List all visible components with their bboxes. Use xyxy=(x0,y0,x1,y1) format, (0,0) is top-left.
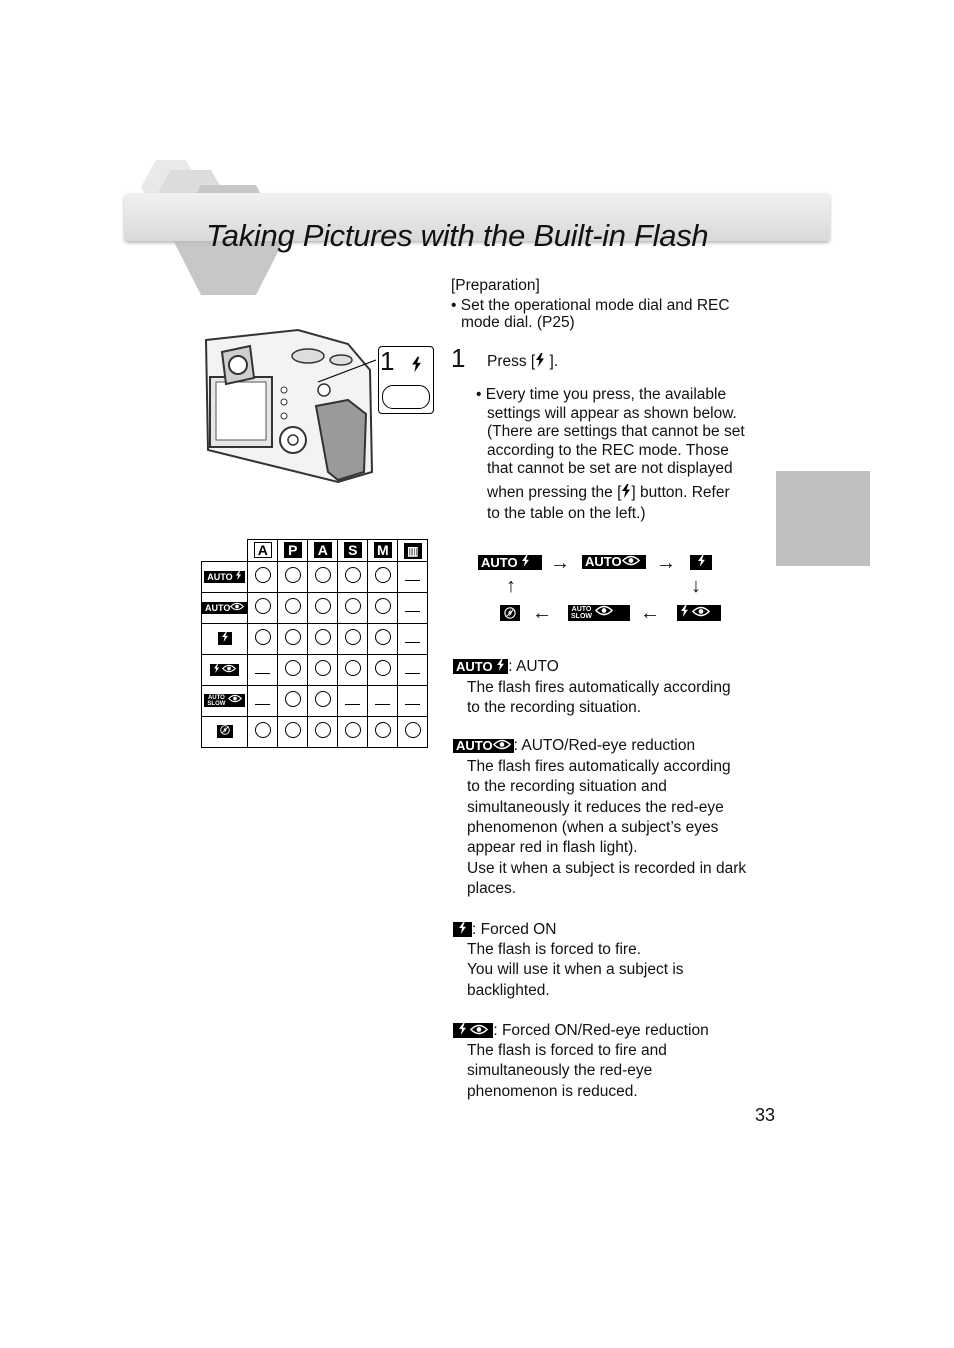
preparation-label: [Preparation] xyxy=(451,277,540,294)
desc-forced-on-redeye-line: The flash is forced to fire and xyxy=(467,1042,667,1059)
callout-number: 1 xyxy=(380,346,395,376)
auto-redeye-badge xyxy=(202,602,247,614)
flash-icon xyxy=(535,351,545,369)
desc-forced-on-line: The flash is forced to fire. xyxy=(467,941,642,958)
available-mark xyxy=(345,567,361,583)
row-mode-cell xyxy=(202,624,248,655)
cycle-auto-redeye-badge xyxy=(582,555,646,569)
available-mark xyxy=(315,598,331,614)
mode-header-s: S xyxy=(344,542,362,558)
table-row xyxy=(202,655,428,686)
page-title: Taking Pictures with the Built-in Flash xyxy=(206,218,709,253)
badge-auto-text: AUTO xyxy=(481,555,518,570)
header-cell xyxy=(308,540,338,562)
press-instruction xyxy=(487,351,558,373)
available-mark xyxy=(345,722,361,738)
available-mark xyxy=(315,691,331,707)
available-mark xyxy=(375,629,391,645)
available-mark xyxy=(285,598,301,614)
unavailable-mark xyxy=(405,704,420,705)
movie-mode-icon: ▥ xyxy=(404,543,422,559)
available-mark xyxy=(375,660,391,676)
red-eye-icon xyxy=(692,606,710,617)
arrow-up-icon: ↑ xyxy=(506,575,516,597)
forced-on-redeye-badge xyxy=(210,664,240,676)
row-mode-cell xyxy=(202,593,248,624)
table-cell xyxy=(248,562,278,593)
desc-forced-on-redeye-label: : Forced ON/Red-eye reduction xyxy=(493,1022,709,1039)
preparation-line-2: mode dial. (P25) xyxy=(461,314,575,331)
mode-header-p: P xyxy=(284,542,302,558)
table-cell xyxy=(278,717,308,748)
badge-auto-text: AUTO xyxy=(205,602,231,613)
table-row xyxy=(202,686,428,717)
flash-icon xyxy=(621,482,631,500)
available-mark xyxy=(285,691,301,707)
table-cell xyxy=(338,624,368,655)
mode-header-a: A xyxy=(314,542,332,558)
desc-auto-line: The flash fires automatically according xyxy=(467,679,731,696)
desc-forced-on-label: : Forced ON xyxy=(472,921,557,938)
badge-auto-text: AUTO xyxy=(456,659,493,675)
cycle-forced-on-badge xyxy=(690,555,712,570)
flash-icon xyxy=(221,632,229,642)
flash-icon xyxy=(235,571,242,580)
table-cell xyxy=(248,624,278,655)
cycle-auto-flash-badge xyxy=(478,555,542,570)
forced-on-badge xyxy=(218,632,232,645)
badge-auto-text: AUTO xyxy=(207,571,233,582)
forced-on-badge xyxy=(453,922,472,937)
desc-auto-redeye-line: phenomenon (when a subject’s eyes xyxy=(467,819,719,836)
available-mark xyxy=(255,629,271,645)
auto-flash-badge xyxy=(453,659,508,674)
desc-auto-redeye-line: to the recording situation and xyxy=(467,778,667,795)
desc-auto-redeye-heading xyxy=(453,736,695,757)
slow-bottom-text: SLOW xyxy=(571,613,592,621)
arrow-left-icon: ← xyxy=(532,602,552,624)
red-eye-icon xyxy=(493,739,511,750)
unavailable-mark xyxy=(345,704,360,705)
header-cell xyxy=(368,540,398,562)
table-cell xyxy=(278,686,308,717)
flash-cycle-diagram xyxy=(476,550,736,630)
table-cell xyxy=(368,624,398,655)
available-mark xyxy=(345,660,361,676)
available-mark xyxy=(315,660,331,676)
table-cell xyxy=(248,686,278,717)
flash-off-icon xyxy=(504,607,516,619)
table-cell xyxy=(398,624,428,655)
table-cell xyxy=(368,655,398,686)
unavailable-mark xyxy=(255,704,270,705)
table-cell xyxy=(338,593,368,624)
flash-icon xyxy=(213,664,220,673)
badge-auto-text: AUTO xyxy=(585,554,622,569)
unavailable-mark xyxy=(405,673,420,674)
unavailable-mark xyxy=(255,673,270,674)
bullet-line-1: • Every time you press, the available xyxy=(476,386,727,403)
press-prefix: Press [ xyxy=(487,353,536,370)
forced-off-badge xyxy=(217,725,233,738)
slow-top-text: AUTO xyxy=(571,606,592,614)
table-cell xyxy=(308,717,338,748)
desc-auto-redeye-line: The flash fires automatically according xyxy=(467,758,731,775)
table-cell xyxy=(248,717,278,748)
flash-icon xyxy=(458,922,467,934)
table-cell xyxy=(308,624,338,655)
desc-forced-on-redeye-line: simultaneously the red-eye xyxy=(467,1062,653,1079)
bullet-line-4: according to the REC mode. Those xyxy=(487,442,729,459)
table-cell xyxy=(368,717,398,748)
desc-forced-on-redeye-line: phenomenon is reduced. xyxy=(467,1083,638,1100)
row-mode-cell xyxy=(202,655,248,686)
header-cell xyxy=(398,540,428,562)
slow-sync-badge xyxy=(204,694,245,707)
unavailable-mark xyxy=(405,611,420,612)
red-eye-icon xyxy=(228,694,242,703)
table-cell xyxy=(278,655,308,686)
red-eye-icon xyxy=(595,605,613,616)
desc-forced-on-line: backlighted. xyxy=(467,982,550,999)
camera-illustration xyxy=(198,322,380,485)
bullet-line-2: settings will appear as shown below. xyxy=(487,405,737,422)
desc-auto-redeye-line: Use it when a subject is recorded in dark xyxy=(467,860,747,877)
available-mark xyxy=(315,567,331,583)
table-cell xyxy=(338,655,368,686)
table-cell xyxy=(278,593,308,624)
header-cell xyxy=(278,540,308,562)
available-mark xyxy=(375,598,391,614)
table-cell xyxy=(368,593,398,624)
flash-icon xyxy=(496,659,505,671)
available-mark xyxy=(345,629,361,645)
flash-button xyxy=(382,385,430,409)
mode-header-intelligent-auto: A xyxy=(254,542,272,558)
available-mark xyxy=(375,567,391,583)
flash-icon xyxy=(697,555,706,567)
mode-header-m: M xyxy=(374,542,392,558)
red-eye-icon xyxy=(622,555,640,566)
available-mark xyxy=(375,722,391,738)
flash-icon xyxy=(458,1023,467,1035)
bullet-line-7: to the table on the left.) xyxy=(487,505,646,522)
table-corner xyxy=(202,540,248,562)
bullet-line-6-suffix: ] button. Refer xyxy=(631,484,730,501)
arrow-right-icon: → xyxy=(656,552,676,574)
table-cell xyxy=(308,593,338,624)
row-mode-cell xyxy=(202,686,248,717)
flash-icon xyxy=(411,356,422,373)
cycle-slow-sync-badge xyxy=(568,605,630,621)
available-mark xyxy=(345,598,361,614)
table-header-row xyxy=(202,540,428,562)
header-cell xyxy=(248,540,278,562)
desc-auto-redeye-line: appear red in flash light). xyxy=(467,839,638,856)
flash-icon xyxy=(521,555,530,567)
arrow-right-icon: → xyxy=(550,552,570,574)
red-eye-icon xyxy=(470,1024,488,1035)
table-cell xyxy=(248,655,278,686)
bullet-line-6-prefix: when pressing the [ xyxy=(487,484,622,501)
slow-top-text: AUTO xyxy=(207,695,225,702)
table-cell xyxy=(248,593,278,624)
available-mark xyxy=(255,567,271,583)
table-cell xyxy=(368,562,398,593)
arrow-left-icon: ← xyxy=(640,602,660,624)
flash-off-icon xyxy=(220,725,230,735)
flash-icon xyxy=(680,605,689,617)
press-suffix: ]. xyxy=(545,353,559,370)
available-mark xyxy=(315,722,331,738)
badge-auto-text: AUTO xyxy=(456,737,493,753)
available-mark xyxy=(255,722,271,738)
cycle-forced-on-redeye-badge xyxy=(677,605,721,621)
table-cell xyxy=(398,717,428,748)
desc-forced-on-redeye-heading xyxy=(453,1021,709,1042)
table-cell xyxy=(308,655,338,686)
auto-redeye-badge xyxy=(453,739,514,753)
header-cell xyxy=(338,540,368,562)
desc-forced-on-line: You will use it when a subject is xyxy=(467,961,684,978)
table-cell xyxy=(368,686,398,717)
available-mark xyxy=(285,567,301,583)
step-number: 1 xyxy=(451,343,466,373)
forced-on-redeye-badge xyxy=(453,1023,493,1038)
slow-sync-label xyxy=(207,695,225,707)
desc-auto-line: to the recording situation. xyxy=(467,699,642,716)
slow-sync-label xyxy=(571,606,592,620)
table-cell xyxy=(398,562,428,593)
red-eye-icon xyxy=(230,602,244,611)
desc-auto-label: : AUTO xyxy=(508,658,559,675)
table-cell xyxy=(308,562,338,593)
bullet-line-5: that cannot be set are not displayed xyxy=(487,460,733,477)
available-mark xyxy=(285,660,301,676)
table-row xyxy=(202,717,428,748)
desc-auto-redeye-line: simultaneously it reduces the red-eye xyxy=(467,799,724,816)
flash-button-callout xyxy=(378,346,434,414)
available-mark xyxy=(405,722,421,738)
bullet-line-3: (There are settings that cannot be set xyxy=(487,423,745,440)
available-mark xyxy=(255,598,271,614)
table-row xyxy=(202,593,428,624)
preparation-line-1: • Set the operational mode dial and REC xyxy=(451,297,730,314)
auto-flash-badge xyxy=(204,571,245,583)
slow-bottom-text: SLOW xyxy=(207,701,226,708)
table-cell xyxy=(338,717,368,748)
red-eye-icon xyxy=(222,664,236,673)
flash-mode-table xyxy=(201,539,428,748)
table-cell xyxy=(338,562,368,593)
table-cell xyxy=(398,593,428,624)
desc-auto-heading xyxy=(453,657,559,678)
available-mark xyxy=(285,629,301,645)
table-row xyxy=(202,624,428,655)
unavailable-mark xyxy=(405,580,420,581)
table-cell xyxy=(278,562,308,593)
page-number: 33 xyxy=(755,1105,776,1125)
available-mark xyxy=(285,722,301,738)
table-cell xyxy=(278,624,308,655)
row-mode-cell xyxy=(202,562,248,593)
table-cell xyxy=(398,686,428,717)
row-mode-cell xyxy=(202,717,248,748)
desc-forced-on-heading xyxy=(453,920,556,941)
table-cell xyxy=(338,686,368,717)
table-cell xyxy=(308,686,338,717)
available-mark xyxy=(315,629,331,645)
arrow-down-icon: ↓ xyxy=(691,575,701,597)
table-cell xyxy=(398,655,428,686)
unavailable-mark xyxy=(375,704,390,705)
unavailable-mark xyxy=(405,642,420,643)
desc-auto-redeye-label: : AUTO/Red-eye reduction xyxy=(513,737,696,754)
desc-auto-redeye-line: places. xyxy=(467,880,517,897)
table-row xyxy=(202,562,428,593)
cycle-forced-off-badge xyxy=(500,605,520,621)
side-tab xyxy=(776,471,870,566)
bullet-line-6 xyxy=(487,482,730,504)
